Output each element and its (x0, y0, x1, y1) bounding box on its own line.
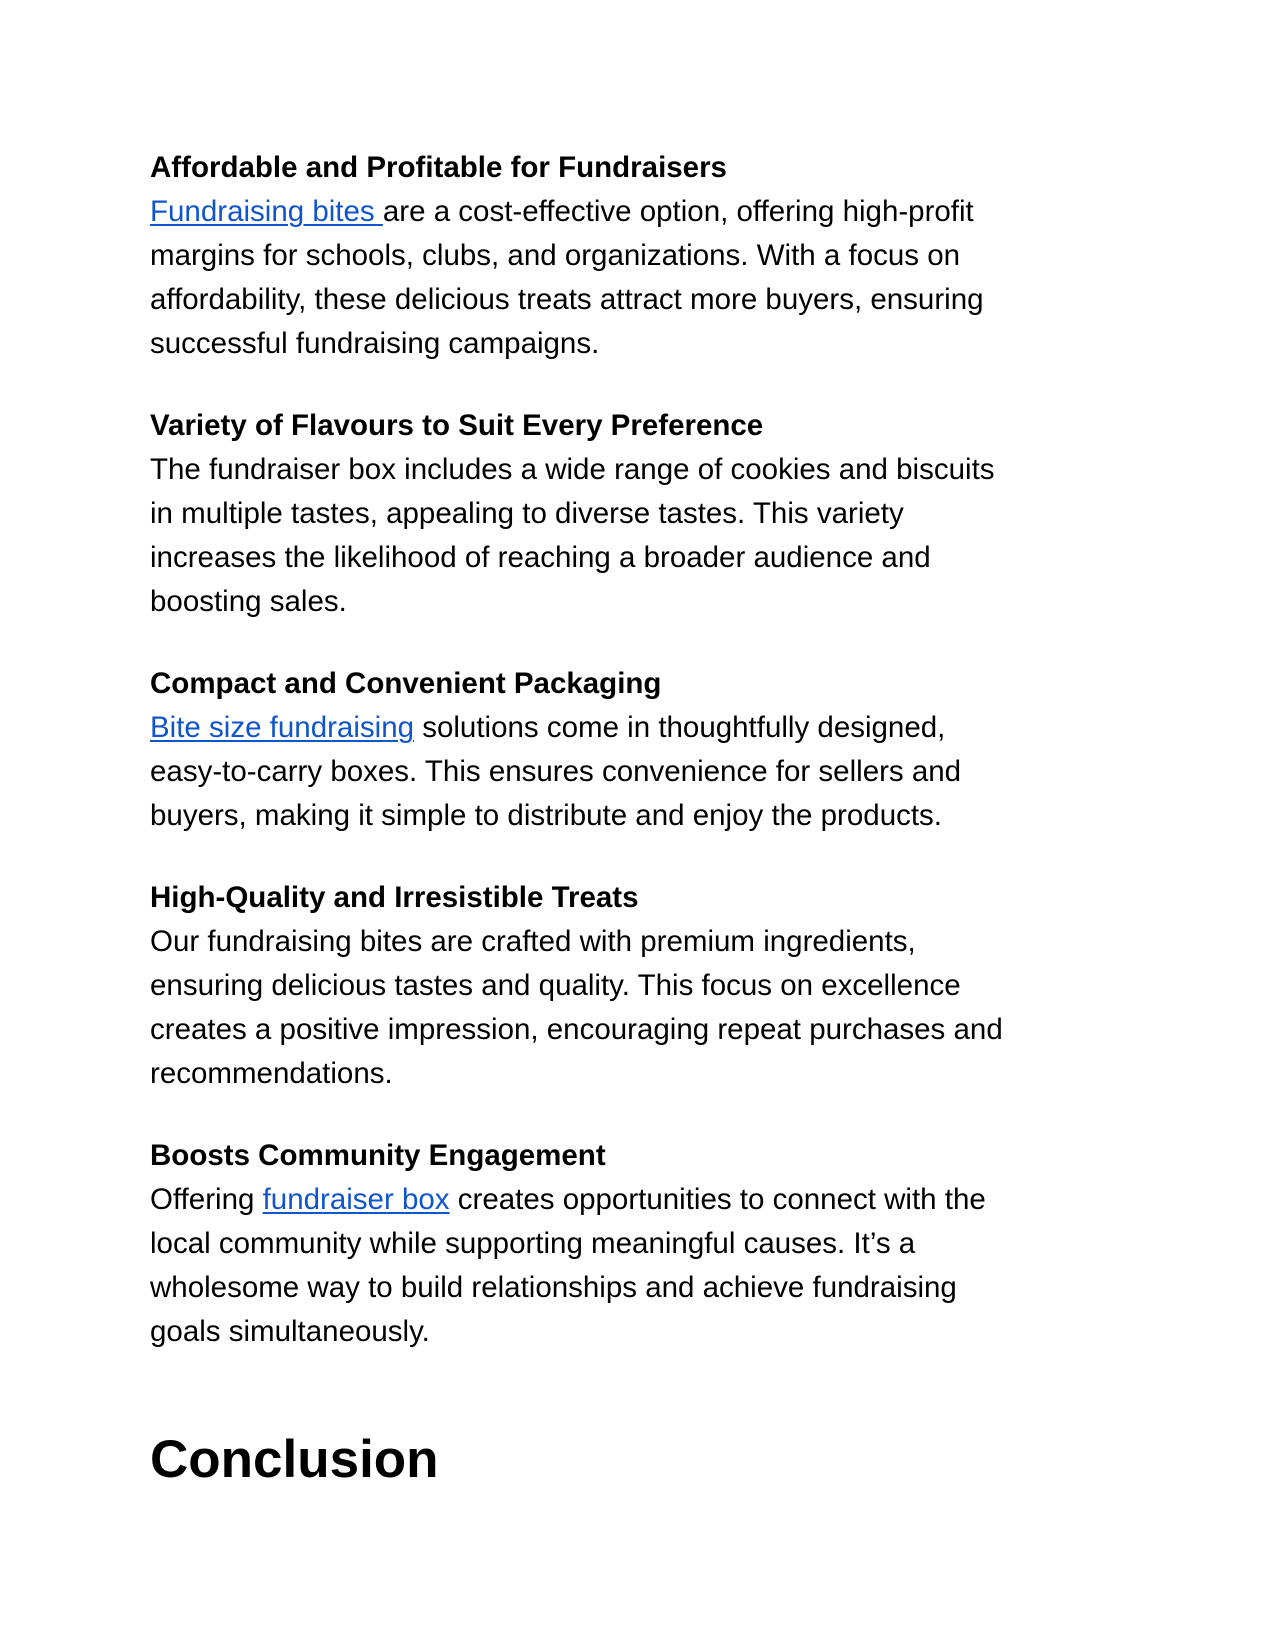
section-quality (150, 876, 1150, 1096)
paragraph-line: buyers, making it simple to distribute and enjoy the products. (150, 799, 942, 832)
paragraph-line: successful fundraising campaigns. (150, 327, 600, 360)
paragraph-line: affordability, these delicious treats attract more buyers, ensuring (150, 283, 984, 316)
section-variety (150, 404, 1150, 624)
section-paragraph (150, 920, 1150, 1096)
conclusion-heading: Conclusion (150, 1430, 439, 1489)
paragraph-line: easy-to-carry boxes. This ensures convenience for sellers and (150, 755, 962, 788)
paragraph-line: Our fundraising bites are crafted with premium ingredients, (150, 925, 916, 958)
line-text: Offering (150, 1183, 263, 1216)
paragraph-line (150, 1178, 1150, 1222)
paragraph-line: increases the likelihood of reaching a broader audience and (150, 541, 931, 574)
section-packaging (150, 662, 1150, 838)
paragraph-line (150, 706, 1150, 750)
paragraph-line: margins for schools, clubs, and organizations. With a focus on (150, 239, 961, 272)
paragraph-line: The fundraiser box includes a wide range of cookies and biscuits (150, 453, 995, 486)
line-text: are a cost-effective option, offering high-profit (382, 195, 974, 228)
paragraph-line: ensuring delicious tastes and quality. This focus on excellence (150, 969, 961, 1002)
document-body (150, 146, 1150, 1392)
section-paragraph (150, 706, 1150, 838)
line-text: solutions come in thoughtfully designed, (414, 711, 946, 744)
section-affordable (150, 146, 1150, 366)
paragraph-line: local community while supporting meaningful causes. It’s a (150, 1227, 916, 1260)
paragraph-line: creates a positive impression, encouraging repeat purchases and (150, 1013, 1003, 1046)
section-heading: High-Quality and Irresistible Treats (150, 881, 639, 914)
section-heading: Boosts Community Engagement (150, 1139, 606, 1172)
section-community (150, 1134, 1150, 1354)
paragraph-line: recommendations. (150, 1057, 393, 1090)
fundraising-bites-link[interactable]: Fundraising bites (150, 195, 383, 228)
line-text: creates opportunities to connect with the (449, 1183, 986, 1216)
section-paragraph (150, 1178, 1150, 1354)
fundraiser-box-link[interactable]: fundraiser box (262, 1183, 450, 1216)
section-paragraph (150, 190, 1150, 366)
section-heading: Variety of Flavours to Suit Every Preference (150, 409, 764, 442)
section-heading: Compact and Convenient Packaging (150, 667, 662, 700)
section-heading: Affordable and Profitable for Fundraisers (150, 151, 727, 184)
paragraph-line: boosting sales. (150, 585, 347, 618)
paragraph-line: wholesome way to build relationships and achieve fundraising (150, 1271, 957, 1304)
section-paragraph (150, 448, 1150, 624)
paragraph-line: in multiple tastes, appealing to diverse tastes. This variety (150, 497, 904, 530)
paragraph-line (150, 190, 1150, 234)
paragraph-line: goals simultaneously. (150, 1315, 430, 1348)
bite-size-fundraising-link[interactable]: Bite size fundraising (150, 711, 415, 744)
